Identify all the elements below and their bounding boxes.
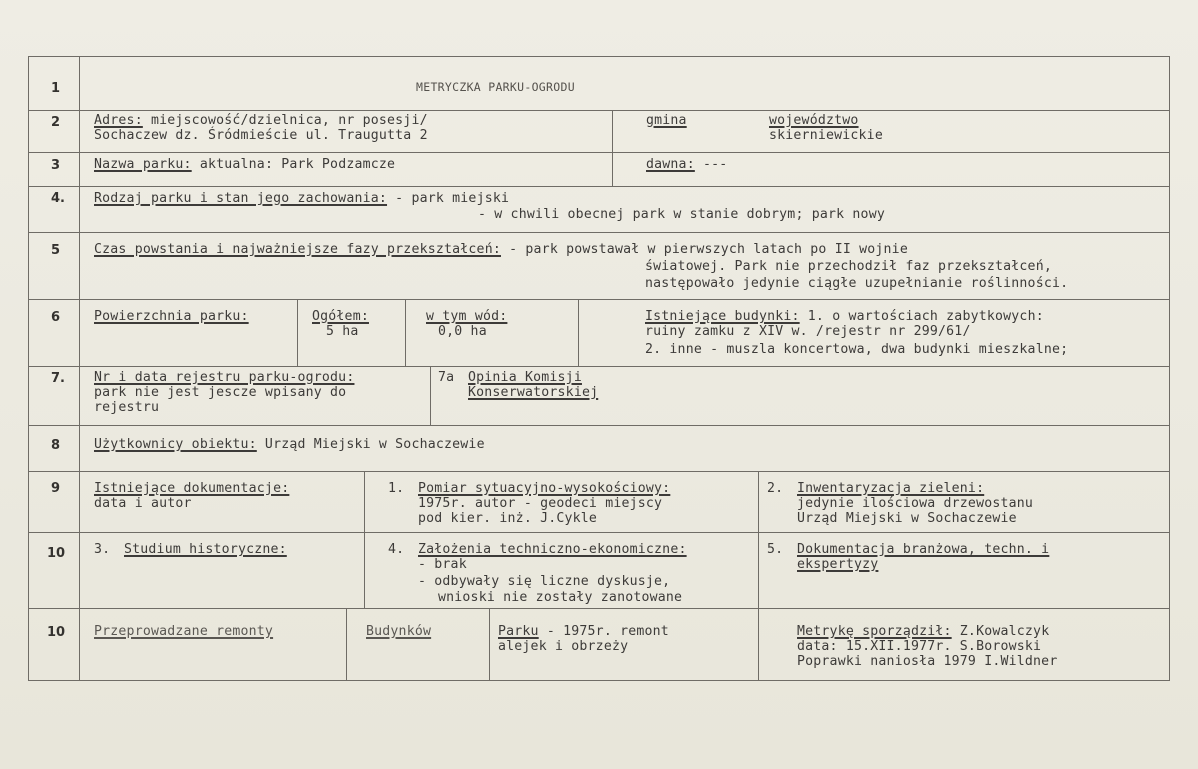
- repairs-label: Przeprowadzane remonty: [94, 624, 274, 639]
- history-line2: światowej. Park nie przechodził faz przekształceń,: [645, 259, 1052, 274]
- cell-divider: [758, 608, 759, 680]
- row-number: 6: [51, 310, 61, 325]
- row-divider: [28, 366, 1170, 367]
- row-divider: [28, 232, 1170, 233]
- register-line2: park nie jest jescze wpisany do: [94, 385, 347, 400]
- survey-line3: pod kier. inż. J.Cykle: [418, 511, 598, 526]
- former-name-label: dawna:: [646, 157, 695, 172]
- water-area-label: w tym wód:: [426, 309, 508, 324]
- inventory-line2: jedynie ilościowa drzewostanu: [797, 496, 1034, 511]
- voivodeship-label: województwo: [769, 113, 859, 128]
- row-number: 3: [51, 158, 61, 173]
- inventory-label: Inwentaryzacja zieleni:: [797, 481, 985, 496]
- survey-number: 1.: [388, 481, 405, 496]
- opinion-number: 7a: [438, 370, 455, 385]
- row-number: 4.: [51, 191, 65, 206]
- survey-line2: 1975r. autor - geodeci miejscy: [418, 496, 663, 511]
- inventory-number: 2.: [767, 481, 784, 496]
- history-cell: [94, 242, 908, 257]
- row-number: 5: [51, 243, 61, 258]
- opinion-label-2: Konserwatorskiej: [468, 385, 599, 400]
- users-label: Użytkownicy obiektu:: [94, 437, 257, 452]
- row-number: 1: [51, 81, 61, 96]
- technical-assumptions-label: Założenia techniczno-ekonomiczne:: [418, 542, 687, 557]
- cell-divider: [578, 299, 579, 366]
- cell-divider: [405, 299, 406, 366]
- row-divider: [28, 532, 1170, 533]
- repairs-buildings-label: Budynków: [366, 624, 432, 639]
- technical-assumptions-line2: - brak: [418, 557, 467, 572]
- address-label: Adres:: [94, 113, 143, 128]
- register-label: Nr i data rejestru parku-ogrodu:: [94, 370, 355, 385]
- table-border-right: [1169, 56, 1170, 681]
- row-divider: [28, 425, 1170, 426]
- gmina-label: gmina: [646, 113, 687, 128]
- register-line3: rejestru: [94, 400, 160, 415]
- address-value: Sochaczew dz. Śródmieście ul. Traugutta 2: [94, 128, 428, 143]
- technical-assumptions-line3: - odbywały się liczne dyskusje,: [418, 574, 671, 589]
- users-cell: [94, 437, 485, 452]
- row-number: 10: [47, 625, 66, 640]
- table-border-top: [28, 56, 1170, 57]
- row-divider: [28, 471, 1170, 472]
- row-number: 10: [47, 546, 66, 561]
- history-line3: następowało jedynie ciągłe uzupełnianie roślinności.: [645, 276, 1069, 291]
- row-number: 2: [51, 115, 61, 130]
- technical-assumptions-number: 4.: [388, 542, 405, 557]
- technical-assumptions-line4: wnioski nie zostały zanotowane: [438, 590, 683, 605]
- buildings-line3: 2. inne - muszla koncertowa, dwa budynki mieszkalne;: [645, 342, 1069, 357]
- row-number: 9: [51, 481, 61, 496]
- cell-divider: [758, 471, 759, 608]
- voivodeship-value: skierniewickie: [769, 128, 883, 143]
- address-cell: [94, 113, 428, 128]
- row-divider: [28, 152, 1170, 153]
- survey-label: Pomiar sytuacyjno-wysokościowy:: [418, 481, 671, 496]
- row-divider: [28, 299, 1170, 300]
- row-number: 7.: [51, 371, 65, 386]
- address-description: miejscowość/dzielnica, nr posesji/: [142, 113, 428, 128]
- corrections-note: Poprawki naniosła 1979 I.Wildner: [797, 654, 1058, 669]
- area-label: Powierzchnia parku:: [94, 309, 249, 324]
- repairs-park-cell: [498, 624, 669, 639]
- opinion-label-1: Opinia Komisji: [468, 370, 582, 385]
- prepared-by-label: Metrykę sporządził:: [797, 624, 952, 639]
- cell-divider: [430, 366, 431, 425]
- water-area-value: 0,0 ha: [438, 324, 487, 339]
- table-border-bottom: [28, 680, 1170, 681]
- history-line1: - park powstawał w pierwszych latach po II wojnie: [500, 242, 908, 257]
- row-divider: [28, 608, 1170, 609]
- cell-divider: [489, 608, 490, 680]
- row-divider: [28, 110, 1170, 111]
- park-type-line2: - w chwili obecnej park w stanie dobrym; park nowy: [478, 207, 885, 222]
- former-name-value: ---: [694, 157, 728, 172]
- former-name-cell: [646, 157, 727, 172]
- branch-docs-number: 5.: [767, 542, 784, 557]
- repairs-park-line2: alejek i obrzeży: [498, 639, 629, 654]
- cell-divider: [364, 471, 365, 608]
- park-type-label: Rodzaj parku i stan jego zachowania:: [94, 191, 388, 206]
- total-area-label: Ogółem:: [312, 309, 369, 324]
- number-column-divider: [79, 56, 80, 681]
- cell-divider: [346, 608, 347, 680]
- historical-study-label: Studium historyczne:: [124, 542, 287, 557]
- park-type-cell: [94, 191, 509, 206]
- repairs-park-label: Parku: [498, 624, 539, 639]
- buildings-label: Istniejące budynki:: [645, 309, 800, 324]
- row-number: 8: [51, 438, 61, 453]
- park-name-label: Nazwa parku:: [94, 157, 192, 172]
- repairs-park-value: - 1975r. remont: [538, 624, 669, 639]
- row-divider: [28, 186, 1170, 187]
- table-border-left: [28, 56, 29, 681]
- users-value: Urząd Miejski w Sochaczewie: [256, 437, 485, 452]
- documentation-label: Istniejące dokumentacje:: [94, 481, 290, 496]
- cell-divider: [612, 110, 613, 186]
- history-label: Czas powstania i najważniejsze fazy przekształceń:: [94, 242, 501, 257]
- buildings-cell: [645, 309, 1044, 324]
- park-type-line1: - park miejski: [387, 191, 510, 206]
- prepared-by-cell: [797, 624, 1049, 639]
- total-area-value: 5 ha: [326, 324, 359, 339]
- document-title: METRYCZKA PARKU-OGRODU: [416, 80, 575, 94]
- buildings-line2: ruiny zamku z XIV w. /rejestr nr 299/61/: [645, 324, 971, 339]
- branch-docs-label-2: ekspertyzy: [797, 557, 879, 572]
- prepared-by-value: Z.Kowalczyk: [951, 624, 1050, 639]
- documentation-line2: data i autor: [94, 496, 192, 511]
- park-name-value: aktualna: Park Podzamcze: [191, 157, 396, 172]
- inventory-line3: Urząd Miejski w Sochaczewie: [797, 511, 1017, 526]
- historical-study-number: 3.: [94, 542, 111, 557]
- cell-divider: [297, 299, 298, 366]
- branch-docs-label-1: Dokumentacja branżowa, techn. i: [797, 542, 1050, 557]
- prepared-date: data: 15.XII.1977r. S.Borowski: [797, 639, 1042, 654]
- park-name-cell: [94, 157, 395, 172]
- buildings-line1: 1. o wartościach zabytkowych:: [799, 309, 1044, 324]
